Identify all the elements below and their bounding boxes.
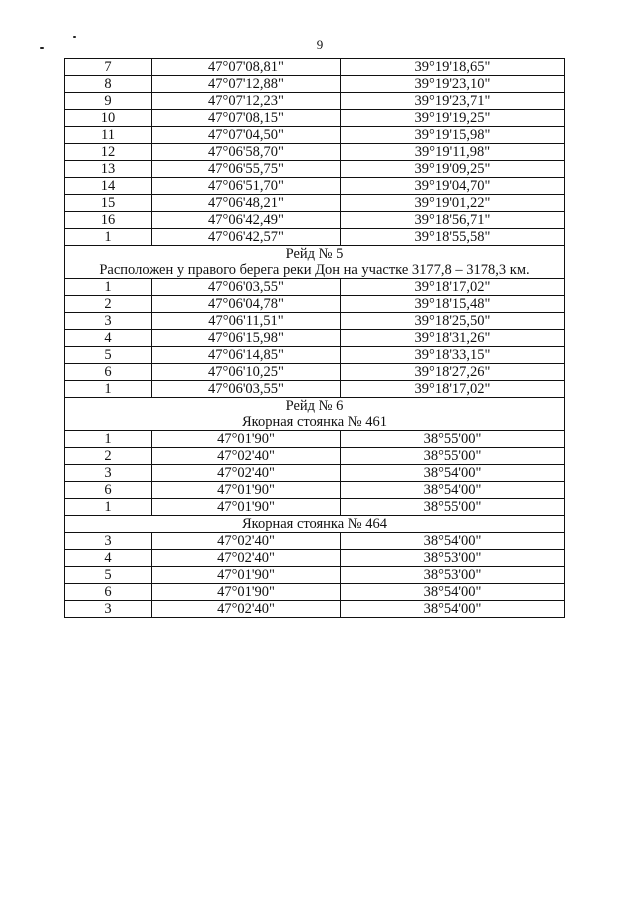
point-number-cell: 6 [65,482,152,499]
latitude-cell: 47°01'90" [152,584,341,601]
longitude-cell: 39°18'17,02" [341,381,565,398]
table-row [65,296,565,313]
point-number-cell: 5 [65,347,152,364]
point-number-cell: 4 [65,330,152,347]
table-row [65,533,565,550]
point-number-cell: 12 [65,144,152,161]
longitude-cell: 38°54'00" [341,533,565,550]
longitude-cell: 39°18'17,02" [341,279,565,296]
section-header: Расположен у правого берега реки Дон на участке 3177,8 – 3178,3 км. [65,262,565,279]
table-row [65,584,565,601]
table-row [65,313,565,330]
longitude-cell: 39°19'11,98" [341,144,565,161]
point-number-cell: 8 [65,76,152,93]
latitude-cell: 47°02'40" [152,465,341,482]
longitude-cell: 39°19'23,71" [341,93,565,110]
latitude-cell: 47°06'04,78" [152,296,341,313]
latitude-cell: 47°06'03,55" [152,381,341,398]
latitude-cell: 47°06'15,98" [152,330,341,347]
latitude-cell: 47°02'40" [152,533,341,550]
latitude-cell: 47°06'10,25" [152,364,341,381]
longitude-cell: 39°18'25,50" [341,313,565,330]
table-row [65,601,565,618]
latitude-cell: 47°06'14,85" [152,347,341,364]
table-row [65,212,565,229]
latitude-cell: 47°06'58,70" [152,144,341,161]
latitude-cell: 47°02'40" [152,550,341,567]
longitude-cell: 39°19'09,25" [341,161,565,178]
latitude-cell: 47°01'90" [152,431,341,448]
longitude-cell: 39°19'01,22" [341,195,565,212]
section-header-row [65,262,565,279]
latitude-cell: 47°07'04,50" [152,127,341,144]
longitude-cell: 38°54'00" [341,465,565,482]
section-header-row [65,414,565,431]
section-header-row [65,398,565,415]
point-number-cell: 1 [65,381,152,398]
longitude-cell: 39°19'15,98" [341,127,565,144]
longitude-cell: 39°18'27,26" [341,364,565,381]
table-row [65,195,565,212]
longitude-cell: 39°19'18,65" [341,59,565,76]
latitude-cell: 47°06'42,49" [152,212,341,229]
point-number-cell: 5 [65,567,152,584]
latitude-cell: 47°02'40" [152,601,341,618]
latitude-cell: 47°01'90" [152,499,341,516]
point-number-cell: 1 [65,499,152,516]
table-row [65,178,565,195]
point-number-cell: 6 [65,584,152,601]
latitude-cell: 47°06'48,21" [152,195,341,212]
point-number-cell: 14 [65,178,152,195]
latitude-cell: 47°06'55,75" [152,161,341,178]
latitude-cell: 47°07'08,15" [152,110,341,127]
table-row [65,567,565,584]
latitude-cell: 47°06'51,70" [152,178,341,195]
section-header: Якорная стоянка № 464 [65,516,565,533]
point-number-cell: 2 [65,448,152,465]
longitude-cell: 38°54'00" [341,584,565,601]
section-header: Рейд № 6 [65,398,565,415]
latitude-cell: 47°02'40" [152,448,341,465]
longitude-cell: 39°18'56,71" [341,212,565,229]
longitude-cell: 39°18'15,48" [341,296,565,313]
table-row [65,347,565,364]
point-number-cell: 3 [65,601,152,618]
point-number-cell: 15 [65,195,152,212]
table-row [65,482,565,499]
point-number-cell: 3 [65,533,152,550]
latitude-cell: 47°01'90" [152,482,341,499]
table-row [65,364,565,381]
longitude-cell: 39°19'23,10" [341,76,565,93]
table-row [65,465,565,482]
section-header: Якорная стоянка № 461 [65,414,565,431]
longitude-cell: 38°55'00" [341,448,565,465]
longitude-cell: 39°18'33,15" [341,347,565,364]
table-row [65,279,565,296]
latitude-cell: 47°07'12,23" [152,93,341,110]
table-row [65,229,565,246]
longitude-cell: 39°18'31,26" [341,330,565,347]
longitude-cell: 38°55'00" [341,499,565,516]
section-header: Рейд № 5 [65,246,565,263]
latitude-cell: 47°06'11,51" [152,313,341,330]
table-row [65,550,565,567]
point-number-cell: 4 [65,550,152,567]
point-number-cell: 13 [65,161,152,178]
table-row [65,76,565,93]
longitude-cell: 39°18'55,58" [341,229,565,246]
longitude-cell: 39°19'04,70" [341,178,565,195]
point-number-cell: 11 [65,127,152,144]
point-number-cell: 6 [65,364,152,381]
table-row [65,431,565,448]
table-row [65,144,565,161]
longitude-cell: 38°55'00" [341,431,565,448]
table-row [65,161,565,178]
table-row [65,448,565,465]
point-number-cell: 1 [65,431,152,448]
page-number: 9 [316,37,324,52]
point-number-cell: 3 [65,465,152,482]
coordinates-table [64,58,565,618]
table-row [65,93,565,110]
section-header-row [65,246,565,263]
latitude-cell: 47°01'90" [152,567,341,584]
longitude-cell: 38°53'00" [341,567,565,584]
table-row [65,381,565,398]
point-number-cell: 16 [65,212,152,229]
point-number-cell: 7 [65,59,152,76]
table-row [65,110,565,127]
point-number-cell: 10 [65,110,152,127]
table-row [65,127,565,144]
latitude-cell: 47°06'03,55" [152,279,341,296]
point-number-cell: 3 [65,313,152,330]
longitude-cell: 38°54'00" [341,482,565,499]
latitude-cell: 47°07'08,81" [152,59,341,76]
longitude-cell: 39°19'19,25" [341,110,565,127]
point-number-cell: 2 [65,296,152,313]
point-number-cell: 1 [65,279,152,296]
longitude-cell: 38°54'00" [341,601,565,618]
table-row [65,59,565,76]
table-row [65,330,565,347]
point-number-cell: 1 [65,229,152,246]
longitude-cell: 38°53'00" [341,550,565,567]
section-header-row [65,516,565,533]
point-number-cell: 9 [65,93,152,110]
latitude-cell: 47°07'12,88" [152,76,341,93]
latitude-cell: 47°06'42,57" [152,229,341,246]
table-row [65,499,565,516]
